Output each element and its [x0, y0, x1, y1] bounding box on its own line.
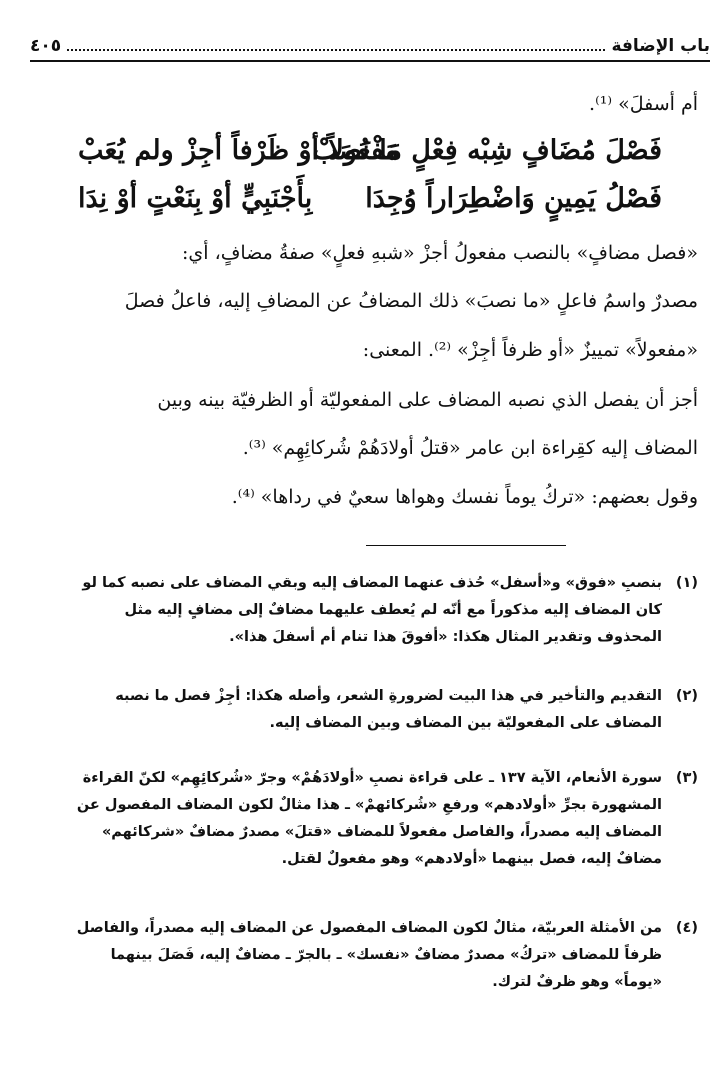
footnote-line: المشهورة بجرِّ «أولادهم» ورفعِ «شُركائهمْ» ـ هذا مثالٌ لكون المضاف المفصول عن	[76, 797, 662, 813]
footnote-line: «يوماً» وهو ظرفٌ لترك.	[492, 974, 662, 990]
verse-line-2	[30, 182, 698, 218]
footnote-2	[30, 683, 698, 737]
footnote-1	[30, 570, 698, 651]
footnote-line: المضاف إليه مصدراً، والفاصل مفعولاً للمضاف «قتلَ» مصدرٌ مضافٌ «شركائهم»	[101, 824, 662, 840]
verse-hemistich: بِأَجْنَبِيٍّ أوْ بِنَعْتٍ أوْ نِدَا	[78, 183, 313, 214]
footnote-4	[30, 915, 698, 996]
text-line: أم أسفلَ» ⁽¹⁾.	[589, 93, 698, 115]
footnote-line: المحذوف وتقدير المثال هكذا: «أفوقَ هذا تنام أم أسفلَ هذا».	[229, 629, 662, 645]
commentary-line: وقول بعضهم: «تركُ يوماً نفسك وهواها سعيٌ في رداها» ⁽⁴⁾.	[231, 486, 698, 508]
header-leader-dots	[67, 49, 605, 51]
footnote-line: بنصبِ «فوق» و«أسفل» حُذف عنهما المضاف إليه وبقي المضاف على نصبه كما لو	[82, 575, 662, 591]
verse-hemistich: فَصْلَ مُضَافٍ شِبْه فِعْلٍ مَا نَصَبْ	[312, 135, 662, 166]
header-rule	[30, 60, 710, 62]
footnote-3	[30, 765, 698, 873]
commentary-line: «مفعولاً» تمييزٌ «أو ظرفاً أجِزْ» ⁽²⁾. المعنى:	[362, 339, 698, 361]
commentary-line: المضاف إليه كقِراءة ابن عامر «قتلُ أولادَهُمْ شُركائِهِم» ⁽³⁾.	[242, 437, 698, 459]
running-header	[30, 32, 710, 56]
footnote-separator	[366, 545, 566, 546]
footnote-line: سورة الأنعام، الآية ١٣٧ ـ على قراءة نصبِ «أولادَهُمْ» وجرّ «شُركائِهِم» لكنّ القراءة	[82, 770, 662, 786]
footnote-line: التقديم والتأخير في هذا البيت لضرورةِ الشعر، وأصله هكذا: أجِزْ فصل ما نصبه	[115, 688, 662, 704]
verse-line-1	[30, 134, 698, 170]
footnote-line: من الأمثلة العربيّة، مثالٌ لكون المضاف المفصول عن المضاف إليه مصدراً، والفاصل	[76, 920, 662, 936]
footnote-number: (٢)	[675, 688, 698, 704]
footnote-line: كان المضاف إليه مذكوراً مع أنّه لم يُعطف عليهما مضافٌ إلى مضافٍ إليه مثل	[124, 602, 662, 618]
chapter-title: باب الإضافة	[611, 36, 710, 56]
commentary-line: أجز أن يفصل الذي نصبه المضاف على المفعوليّة أو الظرفيّة بينه وبين	[157, 389, 698, 411]
footnote-number: (٣)	[675, 770, 698, 786]
footnote-number: (٤)	[675, 920, 698, 936]
footnote-line: المضاف على المفعوليّة بين المضاف وبين المضاف إليه.	[269, 715, 662, 731]
verse-hemistich: فَصْلُ يَمِينٍ وَاضْطِرَاراً وُجِدَا	[365, 183, 662, 214]
verse-hemistich: مَفْعُولاً أوْ ظَرْفاً أجِزْ ولم يُعَبْ	[78, 135, 399, 166]
footnote-line: ظرفاً للمضاف «تركُ» مصدرٌ مضافٌ «نفسك» ـ بالجرّ ـ مضافٌ إليه، فَصَلَ بينهما	[110, 947, 662, 963]
commentary-line: «فصل مضافٍ» بالنصب مفعولُ أجزْ «شبهِ فعلٍ» صفةُ مضافٍ، أي:	[182, 242, 698, 264]
page-number: ٤٠٥	[30, 36, 62, 56]
footnote-line: مضافٌ إليه، فصل بينهما «أولادهم» وهو مفعولٌ لقتل.	[281, 851, 662, 867]
commentary-line: مصدرٌ واسمُ فاعلٍ «ما نصبَ» ذلك المضافُ عن المضافِ إليه، فاعلُ فصلَ	[124, 290, 698, 312]
footnote-number: (١)	[675, 575, 698, 591]
